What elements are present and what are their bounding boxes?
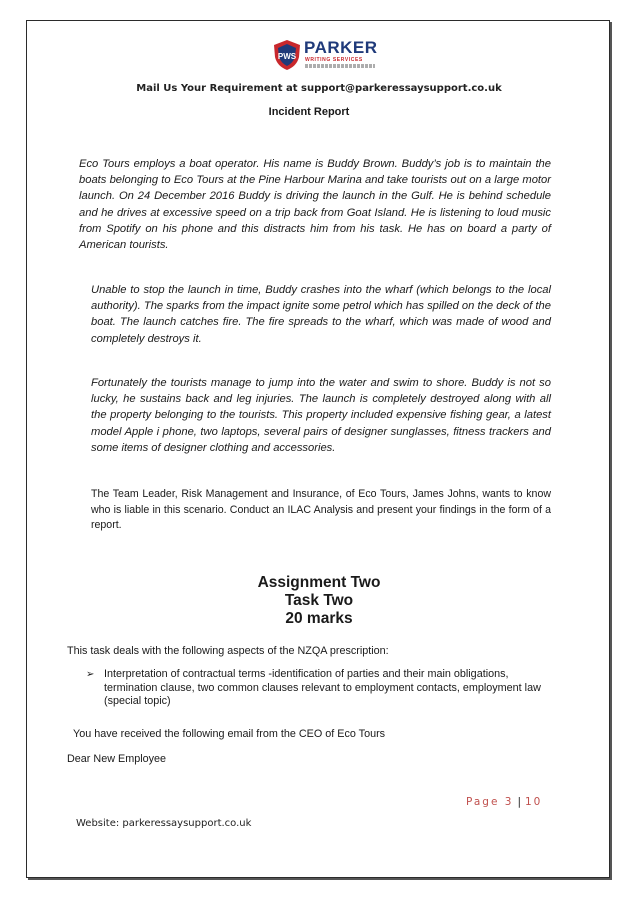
- page-number: [466, 796, 542, 808]
- scenario-paragraph-1: Eco Tours employs a boat operator. His name is Buddy Brown. Buddy’s job is to maintain the boats belonging to Eco Tours at the Pine Harbour Marina and take tourists out on a large motor launch. On 24 December 2016 Buddy is driving the launch in the Gulf. He is behind schedule and he drives at excessive speed on a trip back from Goat Island. He is listening to loud music from Spotify on his phone and this distracts him from his task. He has on board a party of American tourists.: [79, 158, 551, 252]
- logo-tagline: [305, 64, 375, 68]
- page-separator: |: [517, 796, 521, 808]
- mail-requirement-line: Mail Us Your Requirement at support@parkeressaysupport.co.uk: [136, 83, 502, 94]
- scenario-paragraph-3: Fortunately the tourists manage to jump into the water and swim to shore. Buddy is not so lucky, he sustains back and leg injuries. The launch is completely destroyed along with all the property belonging to the tourists. This property included expensive fishing gear, a latest model Apple i phone, two laptops, several pairs of designer sunglasses, fitness trackers and some items of designer clothing and accessories.: [91, 377, 551, 454]
- logo-brand-text: PARKER: [304, 38, 378, 57]
- scenario-paragraph-2: Unable to stop the launch in time, Buddy crashes into the wharf (which belongs to the local authority). The sparks from the impact ignite some petrol which has spilled on the deck of the boat. The launch catches fire. The fire spreads to the wharf, which was made of wood and completely destroys it.: [91, 284, 551, 345]
- parker-logo: [272, 39, 376, 73]
- parker-shield-icon: [272, 39, 302, 71]
- salutation: Dear New Employee: [67, 753, 167, 765]
- assignment-heading: [0, 574, 638, 628]
- assignment-title: Assignment Two: [257, 574, 381, 591]
- task-title: Task Two: [284, 592, 354, 609]
- arrow-bullet-icon: ➢: [86, 669, 95, 680]
- page-label: Page 3: [466, 796, 514, 808]
- page-total: 10: [524, 796, 543, 808]
- task-instruction-paragraph: The Team Leader, Risk Management and Insurance, of Eco Tours, James Johns, wants to know who is liable in this scenario. Conduct an ILAC Analysis and present your findings in the form of a report.: [91, 488, 551, 531]
- received-email-line: You have received the following email from the CEO of Eco Tours: [73, 728, 386, 740]
- footer-website: Website: parkeressaysupport.co.uk: [76, 818, 252, 829]
- incident-report-title: Incident Report: [268, 106, 350, 118]
- svg-text:PWS: PWS: [277, 52, 297, 61]
- marks-title: 20 marks: [285, 610, 353, 627]
- task-intro: This task deals with the following aspects of the NZQA prescription:: [67, 645, 389, 657]
- logo-sub-text: WRITING SERVICES: [305, 57, 363, 63]
- bullet-text: Interpretation of contractual terms -identification of parties and their main obligations, termination clause, two common clauses relevant to employment contacts, employment law (special topic): [104, 668, 541, 708]
